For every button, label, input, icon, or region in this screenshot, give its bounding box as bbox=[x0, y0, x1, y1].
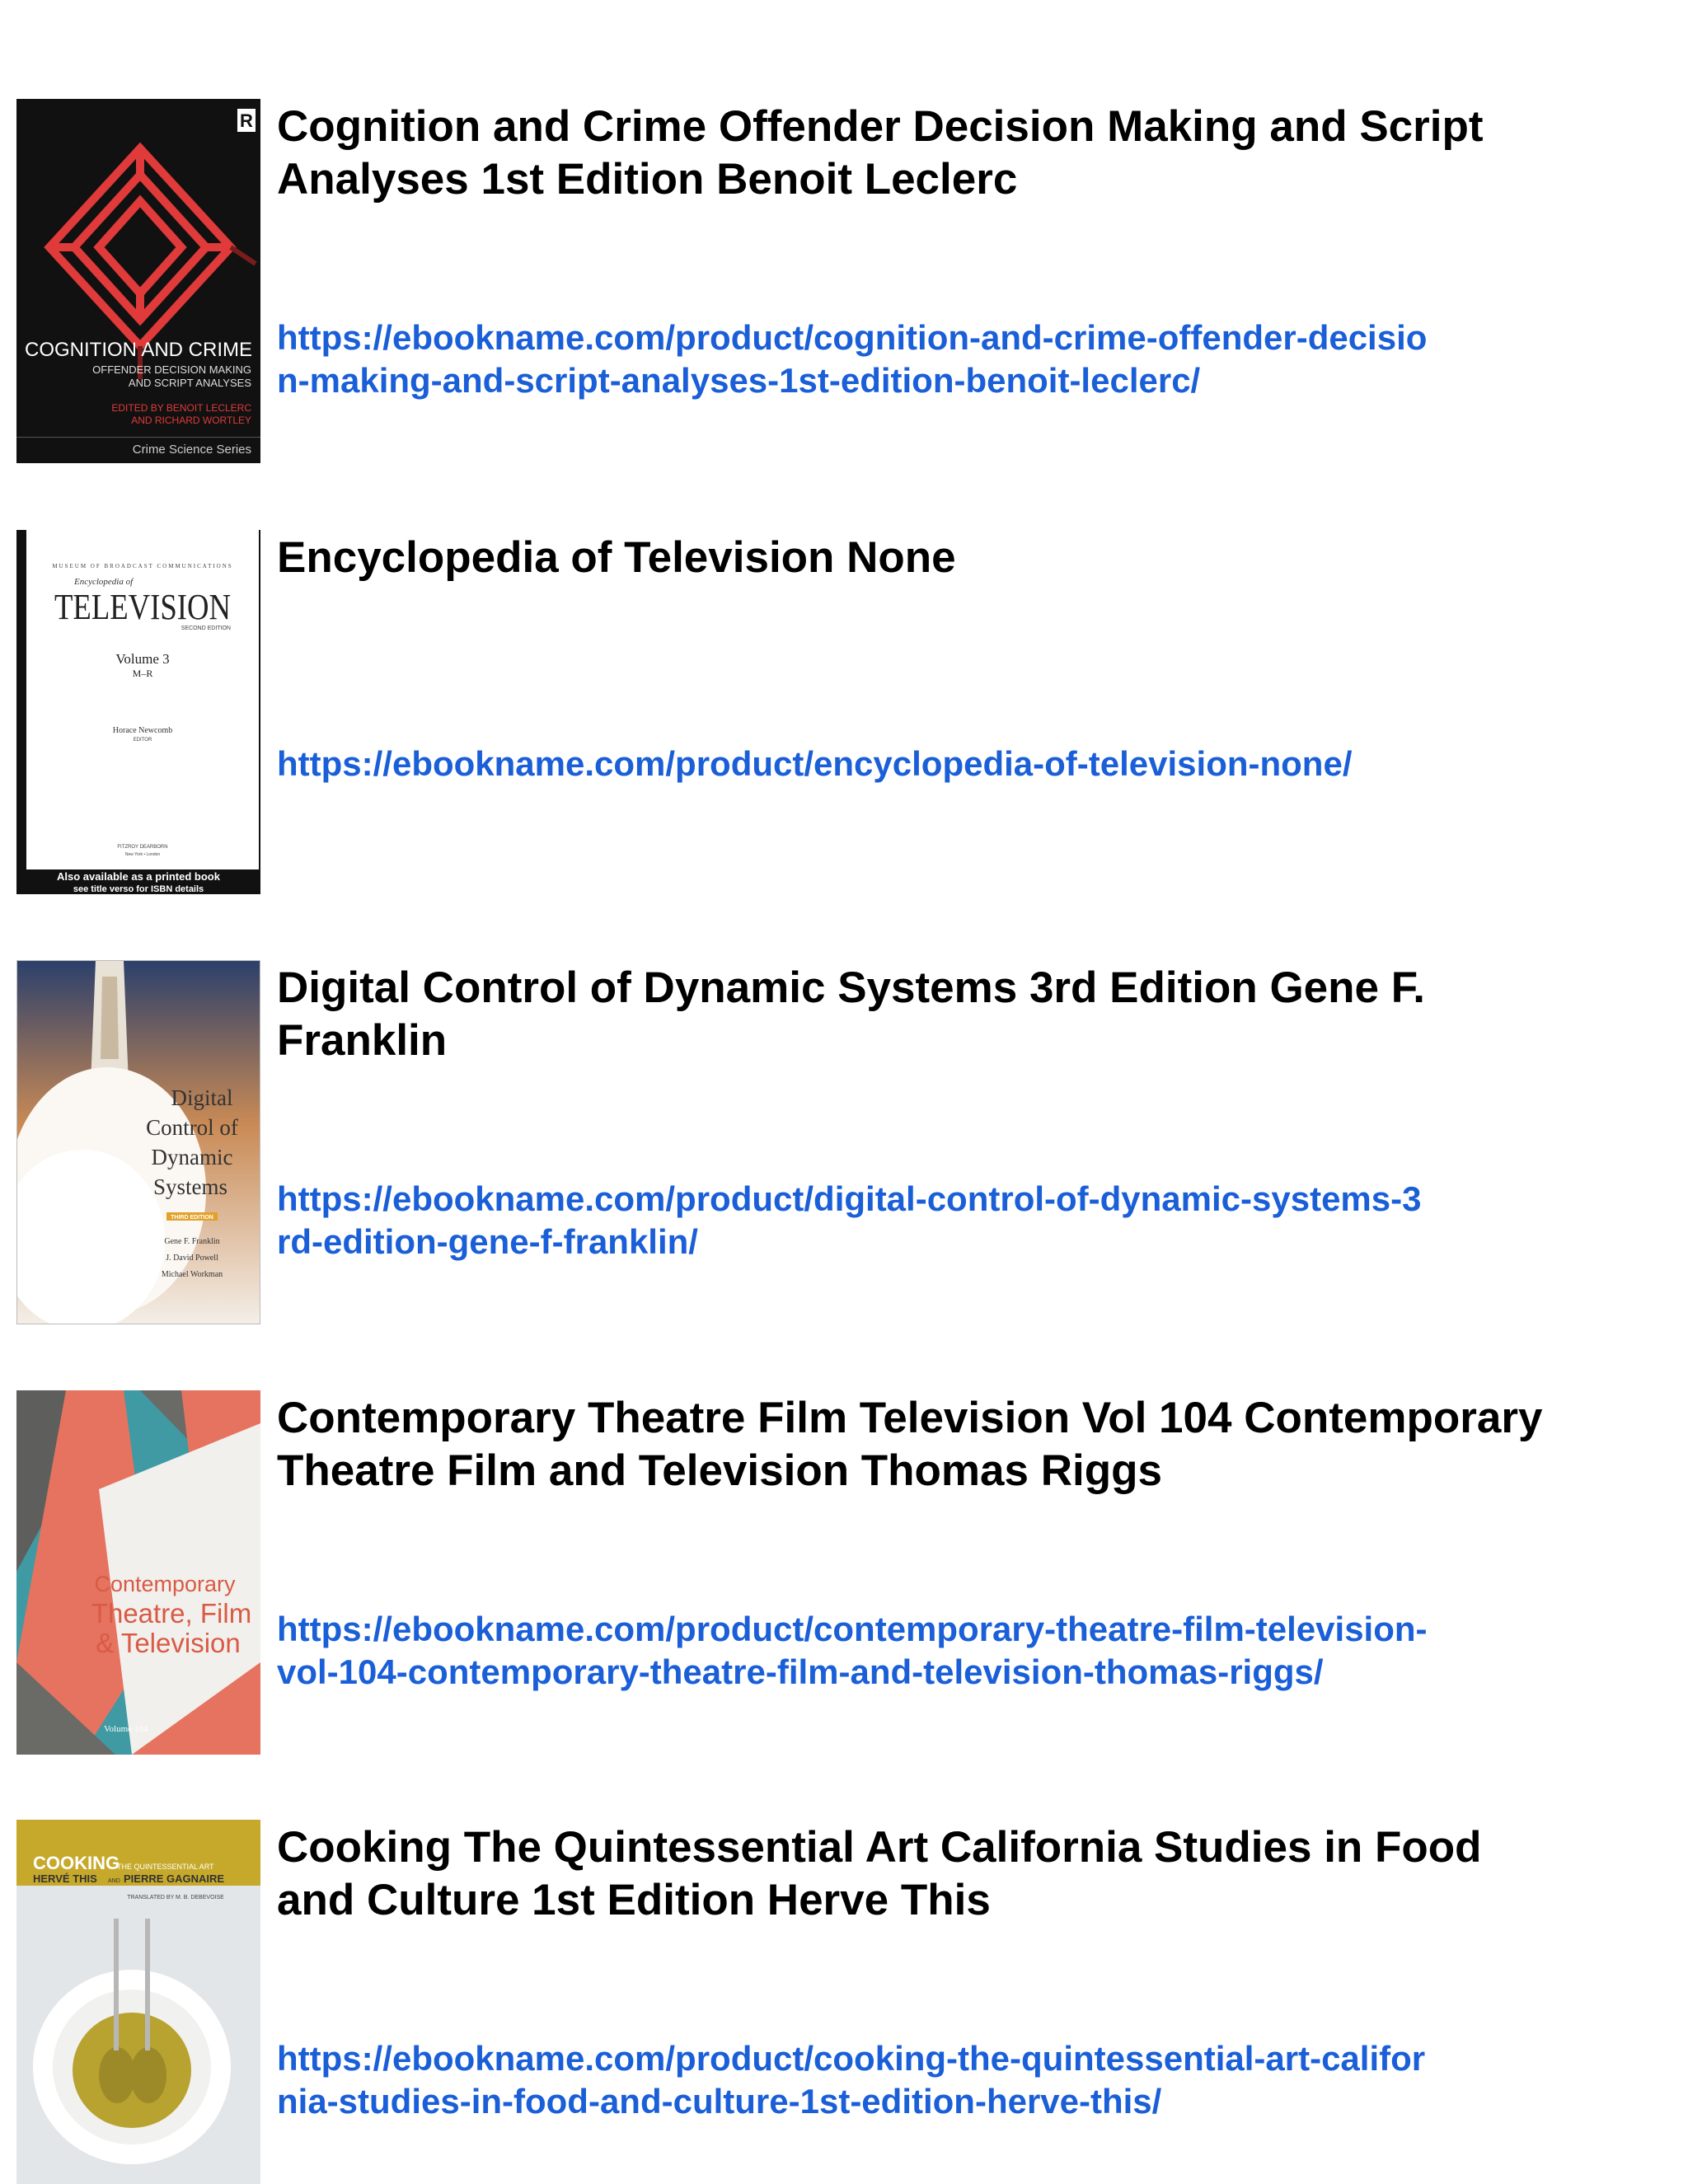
cover-title-line-3: Dynamic bbox=[151, 1145, 233, 1169]
cover-editors-line-1: EDITED BY BENOIT LECLERC bbox=[111, 402, 251, 414]
cover-author-1: Gene F. Franklin bbox=[164, 1237, 220, 1246]
cover-author-3: Michael Workman bbox=[161, 1270, 223, 1279]
cover-edition: SECOND EDITION bbox=[181, 626, 231, 631]
cover-footer-line-1: Also available as a printed book bbox=[57, 870, 220, 883]
book-link[interactable]: https://ebookname.com/product/cognition-and-crime-offender-decision-making-and-script-analyses-1st-edition-benoit-leclerc/ bbox=[277, 318, 1428, 400]
cover-author-a: HERVÉ THIS bbox=[33, 1872, 97, 1885]
cover-author-2: J. David Powell bbox=[166, 1254, 218, 1263]
cover-author-and: AND bbox=[108, 1878, 120, 1884]
cover-title-line-4: Systems bbox=[152, 1174, 228, 1199]
cover-title-sub: THE QUINTESSENTIAL ART bbox=[117, 1863, 214, 1871]
cover-author-b: PIERRE GAGNAIRE bbox=[124, 1872, 225, 1885]
cover-encyclopedia-of-television bbox=[16, 530, 260, 894]
book-cover-image[interactable] bbox=[16, 530, 260, 894]
cover-contemporary-theatre bbox=[16, 1390, 260, 1755]
book-link[interactable]: https://ebookname.com/product/digital-control-of-dynamic-systems-3rd-edition-gene-f-franklin/ bbox=[277, 1179, 1422, 1261]
cover-series: Crime Science Series bbox=[132, 443, 251, 457]
cover-title-line-1: Digital bbox=[171, 1085, 233, 1110]
cover-footer-line-2: see title verso for ISBN details bbox=[73, 884, 204, 894]
book-entry bbox=[16, 99, 1648, 463]
publisher-mark: R bbox=[240, 110, 253, 131]
cover-editors-line-2: AND RICHARD WORTLEY bbox=[131, 415, 251, 426]
book-cover-image[interactable] bbox=[16, 99, 260, 463]
book-cover-image[interactable] bbox=[16, 1820, 260, 2184]
book-title: Digital Control of Dynamic Systems 3rd Edition Gene F. Franklin bbox=[277, 963, 1425, 1065]
cover-top-line: MUSEUM OF BROADCAST COMMUNICATIONS bbox=[52, 563, 233, 569]
book-entry bbox=[16, 1390, 1648, 1755]
cover-volume: Volume 3 bbox=[115, 651, 170, 667]
cover-title-line-2: Control of bbox=[146, 1115, 238, 1140]
cover-volume: Volume 104 bbox=[104, 1724, 148, 1734]
cover-editor: Horace Newcomb bbox=[112, 726, 173, 735]
book-title: Cognition and Crime Offender Decision Making and Script Analyses 1st Edition Benoit Leclerc bbox=[277, 102, 1484, 204]
book-link[interactable]: https://ebookname.com/product/encyclopedia-of-television-none/ bbox=[277, 744, 1353, 783]
cover-title: COGNITION AND CRIME bbox=[24, 339, 253, 361]
cover-title-line-3: & Television bbox=[96, 1628, 241, 1658]
cover-title-line-1: Contemporary bbox=[94, 1572, 236, 1596]
cover-publisher: FITZROY DEARBORN bbox=[117, 845, 168, 850]
cover-location: New York • London bbox=[124, 852, 161, 857]
cover-subtitle-line-1: OFFENDER DECISION MAKING bbox=[92, 363, 251, 376]
cover-range: M–R bbox=[132, 668, 153, 679]
book-title: Encyclopedia of Television None bbox=[277, 533, 956, 582]
cover-cognition-and-crime bbox=[16, 99, 260, 463]
cover-title-line-2: Theatre, Film bbox=[91, 1598, 252, 1629]
book-entry bbox=[16, 1820, 1648, 2184]
cover-edition: THIRD EDITION bbox=[171, 1215, 213, 1221]
book-entry bbox=[16, 960, 1648, 1324]
cover-cooking bbox=[16, 1820, 260, 2184]
book-link[interactable]: https://ebookname.com/product/contemporary-theatre-film-television-vol-104-contemporary-theatre-film-and-television-thomas-riggs/ bbox=[277, 1610, 1428, 1691]
book-cover-image[interactable] bbox=[16, 960, 260, 1324]
book-cover-image[interactable] bbox=[16, 1390, 260, 1755]
cover-title: TELEVISION bbox=[54, 587, 231, 627]
cover-translator: TRANSLATED BY M. B. DEBEVOISE bbox=[127, 1895, 224, 1900]
cover-small-title: Encyclopedia of bbox=[74, 577, 134, 587]
cover-editor-role: EDITOR bbox=[133, 738, 152, 743]
cover-subtitle-line-2: AND SCRIPT ANALYSES bbox=[128, 377, 251, 389]
cover-title-main: COOKING bbox=[33, 1853, 120, 1873]
book-entry bbox=[16, 530, 1648, 894]
book-title: Cooking The Quintessential Art California Studies in Food and Culture 1st Edition Herve This bbox=[277, 1823, 1482, 1924]
cover-digital-control bbox=[16, 960, 260, 1324]
book-title: Contemporary Theatre Film Television Vol 104 Contemporary Theatre Film and Television Thomas Riggs bbox=[277, 1394, 1543, 1495]
book-link[interactable]: https://ebookname.com/product/cooking-the-quintessential-art-california-studies-in-food-and-culture-1st-edition-herve-this/ bbox=[277, 2039, 1426, 2121]
